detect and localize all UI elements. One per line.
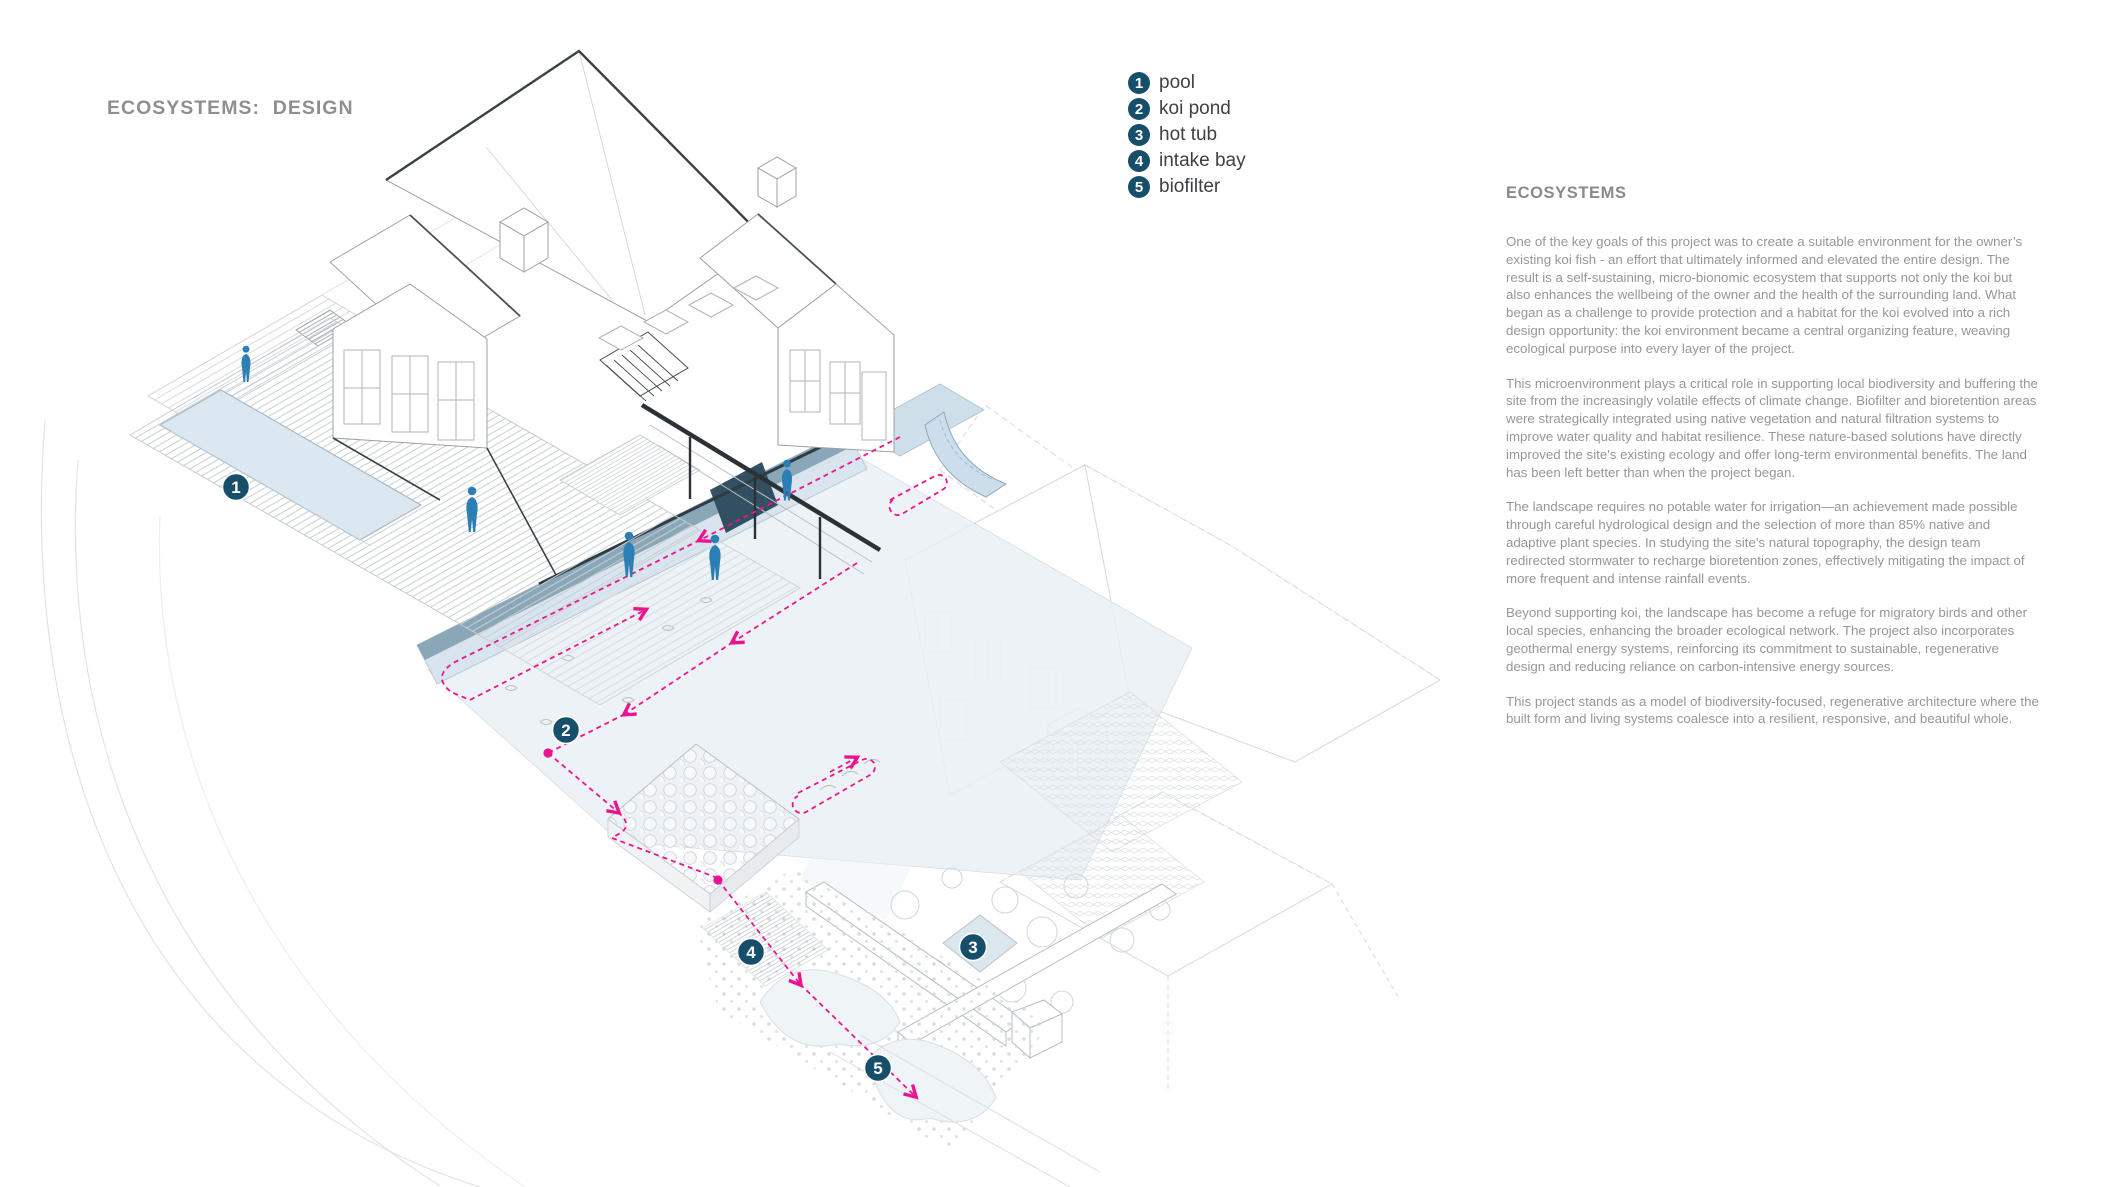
legend-number-badge: 4	[1128, 150, 1150, 172]
marker-2	[553, 717, 580, 744]
legend-number-badge: 3	[1128, 124, 1150, 146]
marker-5	[865, 1055, 892, 1082]
legend-label: biofilter	[1159, 176, 1221, 197]
marker-4	[738, 939, 765, 966]
legend	[1128, 70, 1246, 200]
legend-item-koi-pond	[1128, 96, 1246, 122]
article-heading: ECOSYSTEMS	[1506, 184, 1627, 202]
paragraph-3: The landscape requires no potable water for irrigation—an achievement made possible through careful hydrological design and the selection of more than 85% native and adaptive plant species. In studying the site's natural topography, the design team redirected stormwater to recharge bioretention zones, effectively mitigating the impact of more frequent and intense rainfall events.	[1506, 499, 2025, 586]
svg-text:1: 1	[231, 478, 241, 497]
paragraph-5: This project stands as a model of biodiversity-focused, regenerative architecture where the built form and living systems coalesce into a resilient, responsive, and beautiful whole.	[1506, 693, 2039, 727]
legend-number-badge: 2	[1128, 98, 1150, 120]
legend-label: hot tub	[1159, 124, 1218, 145]
legend-item-pool	[1128, 70, 1246, 96]
legend-item-hot-tub	[1128, 122, 1246, 148]
paragraph-1: One of the key goals of this project was to create a suitable environment for the owner’s existing koi fish - an effort that ultimately informed and elevated the entire design. The result is a self-sustaining, micro-bionomic ecosystem that supports not only the koi but also enhances the wellbeing of the owner and the health of the surrounding land. What began as a challenge to provide protection and a habitat for the koi evolved into a rich design opportunity: the koi environment became a central organizing feature, weaving ecological purpose into every layer of the project.	[1506, 234, 2023, 356]
legend-label: intake bay	[1159, 150, 1246, 171]
legend-number-badge: 5	[1128, 176, 1150, 198]
svg-text:2: 2	[561, 721, 571, 740]
biofilter-area	[695, 868, 1100, 1187]
legend-item-intake-bay	[1128, 148, 1246, 174]
legend-label: koi pond	[1159, 98, 1231, 119]
page-title: ECOSYSTEMS: DESIGN	[107, 97, 354, 119]
marker-3	[960, 934, 987, 961]
svg-text:4: 4	[746, 943, 756, 962]
legend-item-biofilter	[1128, 174, 1246, 200]
svg-text:3: 3	[968, 938, 978, 957]
ecosystems-article	[1506, 184, 2040, 745]
svg-text:5: 5	[873, 1059, 883, 1078]
legend-number-badge: 1	[1128, 72, 1150, 94]
paragraph-4: Beyond supporting koi, the landscape has become a refuge for migratory birds and other local species, enhancing the broader ecological network. The project also incorporates geothermal energy systems, reinforcing its commitment to sustainable, regenerative design and reducing reliance on carbon-intensive energy sources.	[1506, 605, 2028, 674]
paragraph-2: This microenvironment plays a critical role in supporting local biodiversity and buffering the site from the increasingly volatile effects of climate change. Biofilter and bioretention areas were strategically integrated using native vegetation and natural filtration systems to improve water quality and habitat resilience. These nature-based solutions have directly improved the site's existing ecology and offer long-term environmental benefits. The land has been left better than when the project began.	[1506, 375, 2038, 480]
legend-label: pool	[1159, 72, 1195, 93]
marker-1	[223, 474, 250, 501]
